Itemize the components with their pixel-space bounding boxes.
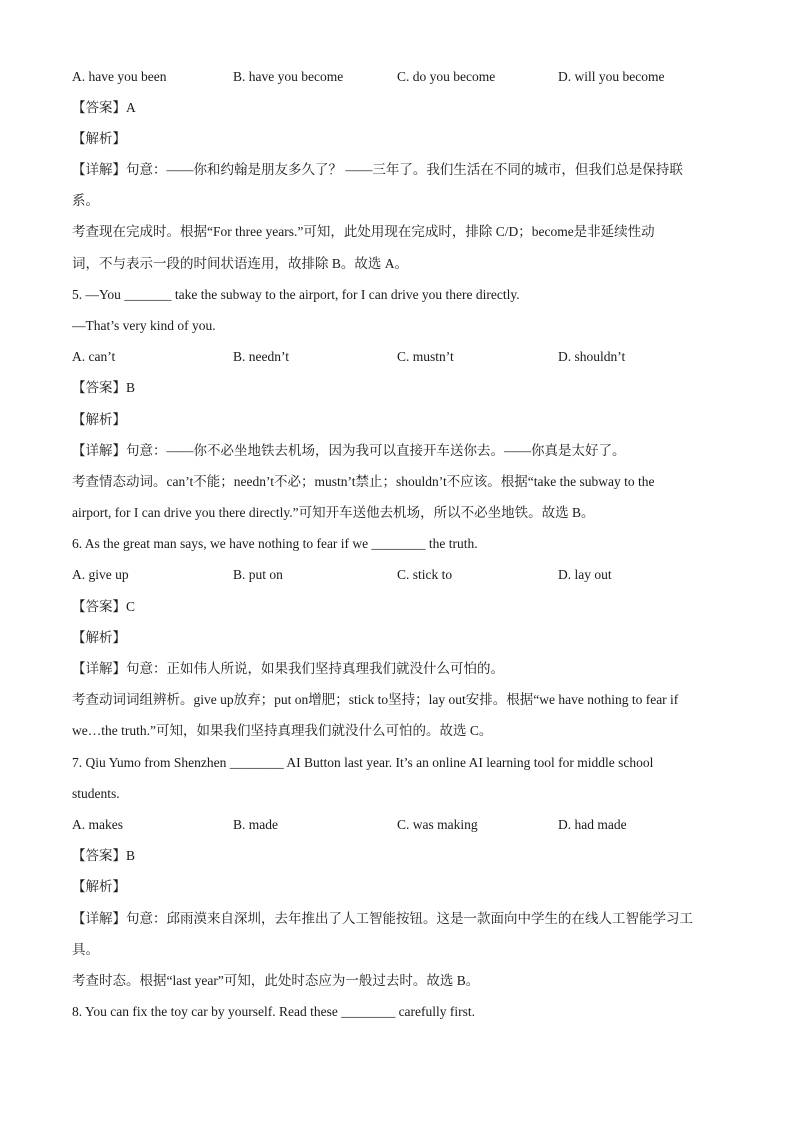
q8-stem-line-1: 8. You can fix the toy car by yourself. Read these ________ carefully first. — [72, 1004, 476, 1019]
q6-option-d: D. lay out — [558, 567, 612, 582]
q5-stem-line-2: —That’s very kind of you. — [72, 318, 216, 333]
q5-option-b: B. needn’t — [233, 349, 289, 364]
q7-option-d: D. had made — [558, 817, 627, 832]
q5-analysis-heading: 【解析】 — [72, 412, 126, 427]
q5-option-c: C. mustn’t — [397, 349, 454, 364]
q4-explanation-line-1: 考查现在完成时。根据“For three years.”可知，此处用现在完成时，排除 C/D；become是非延续性动 — [72, 224, 655, 239]
q4-detail-line-1: 【详解】句意：——你和约翰是朋友多久了？ ——三年了。我们生活在不同的城市，但我们总是保持联 — [72, 162, 683, 177]
q5-explanation-line-2: airport, for I can drive you there directly.”可知开车送他去机场，所以不必坐地铁。故选 B。 — [72, 505, 595, 520]
q5-explanation-line-1: 考查情态动词。can’t不能；needn’t不必；mustn’t禁止；shouldn’t不应该。根据“take the subway to the — [72, 474, 655, 489]
q6-answer: 【答案】C — [72, 599, 136, 614]
q5-detail-line-1: 【详解】句意：——你不必坐地铁去机场，因为我可以直接开车送你去。——你真是太好了。 — [72, 443, 626, 458]
q7-option-a: A. makes — [72, 817, 123, 832]
q7-answer: 【答案】B — [72, 848, 136, 863]
q6-stem-line-1: 6. As the great man says, we have nothing to fear if we ________ the truth. — [72, 536, 478, 551]
q6-explanation-line-1: 考查动词词组辨析。give up放弃；put on增肥；stick to坚持；lay out安排。根据“we have nothing to fear if — [72, 692, 679, 707]
q4-option-c: C. do you become — [397, 69, 496, 84]
q4-analysis-heading: 【解析】 — [72, 131, 126, 146]
q5-answer: 【答案】B — [72, 380, 136, 395]
q4-option-a: A. have you been — [72, 69, 167, 84]
q7-detail-line-1: 【详解】句意：邱雨漠来自深圳，去年推出了人工智能按钮。这是一款面向中学生的在线人工智能学习工 — [72, 911, 693, 926]
q6-analysis-heading: 【解析】 — [72, 630, 126, 645]
q6-explanation-line-2: we…the truth.”可知，如果我们坚持真理我们就没什么可怕的。故选 C。 — [72, 723, 493, 738]
q7-stem-line-2: students. — [72, 786, 120, 801]
q6-option-b: B. put on — [233, 567, 283, 582]
q7-option-b: B. made — [233, 817, 278, 832]
q4-answer: 【答案】A — [72, 100, 136, 115]
q7-explanation-line-1: 考查时态。根据“last year”可知，此处时态应为一般过去时。故选 B。 — [72, 973, 480, 988]
q5-stem-line-1: 5. —You _______ take the subway to the airport, for I can drive you there directly. — [72, 287, 520, 302]
q5-option-d: D. shouldn’t — [558, 349, 626, 364]
q7-detail-line-2: 具。 — [72, 942, 99, 957]
q4-detail-line-2: 系。 — [72, 193, 99, 208]
q6-detail-line-1: 【详解】句意：正如伟人所说，如果我们坚持真理我们就没什么可怕的。 — [72, 661, 504, 676]
q7-option-c: C. was making — [397, 817, 478, 832]
q4-option-b: B. have you become — [233, 69, 344, 84]
q6-option-c: C. stick to — [397, 567, 453, 582]
q6-option-a: A. give up — [72, 567, 129, 582]
q7-stem-line-1: 7. Qiu Yumo from Shenzhen ________ AI Button last year. It’s an online AI learning tool for middle school — [72, 755, 654, 770]
q4-option-d: D. will you become — [558, 69, 665, 84]
q5-option-a: A. can’t — [72, 349, 116, 364]
q7-analysis-heading: 【解析】 — [72, 879, 126, 894]
q4-explanation-line-2: 词，不与表示一段的时间状语连用，故排除 B。故选 A。 — [72, 256, 409, 271]
